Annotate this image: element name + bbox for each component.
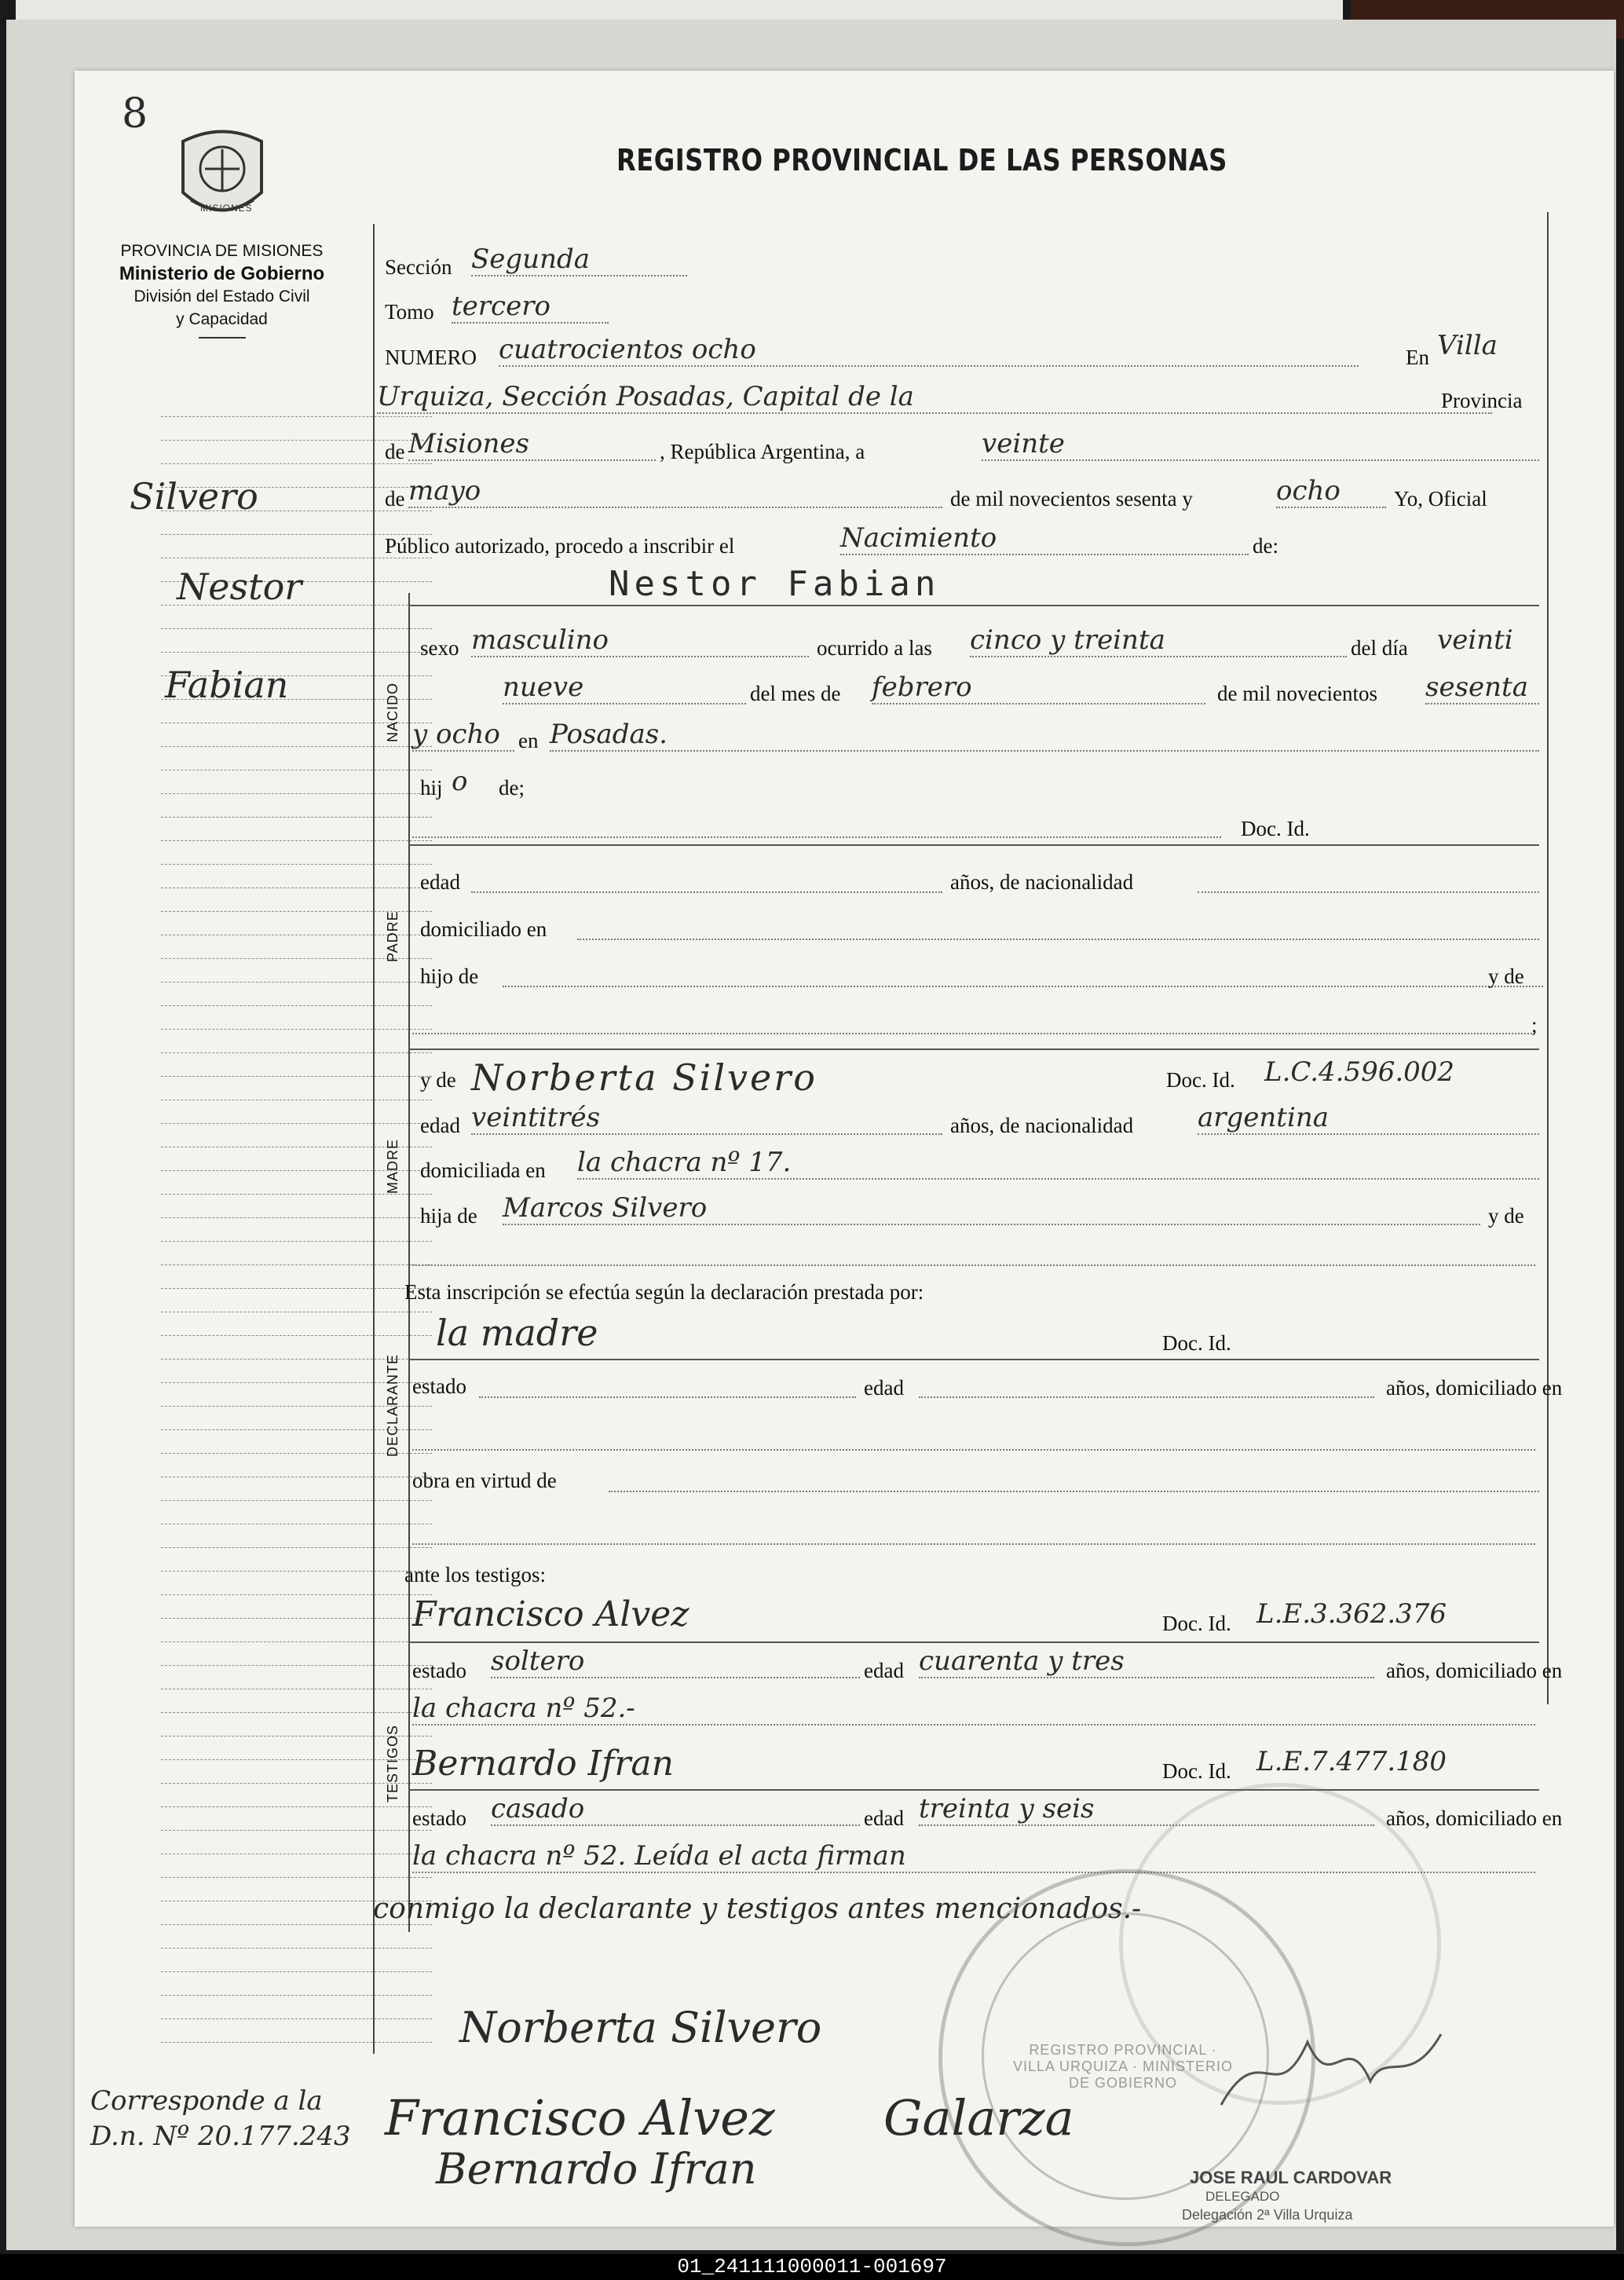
entry-lugar-nac: Posadas. (550, 719, 1539, 752)
margin-ruled-line (161, 1712, 432, 1713)
label-edad: edad (420, 870, 460, 894)
margin-ruled-line (161, 1335, 432, 1336)
label-anos-nac: años, de nacionalidad (950, 1114, 1134, 1137)
label-domiciliado: domiciliado en (420, 917, 547, 941)
label-esta-inscripcion: Esta inscripción se efectúa según la declaración prestada por: (404, 1280, 924, 1304)
margin-ruled-line (161, 1830, 432, 1831)
entry-en: Villa (1437, 330, 1498, 361)
signature-mother: Norberta Silvero (459, 2003, 822, 2052)
margin-name1: Nestor (177, 565, 302, 608)
label-de-colon: de: (1253, 534, 1278, 558)
entry-madre-padre: Marcos Silvero (503, 1192, 1480, 1225)
label-y-de: y de (1488, 1204, 1524, 1228)
entry-declarante: la madre (436, 1312, 598, 1354)
margin-ruled-line (161, 817, 432, 818)
label-hijo-de: hijo de (420, 964, 479, 988)
section-label-madre: MADRE (385, 1138, 401, 1194)
blank-line (919, 1396, 1374, 1398)
margin-ruled-line (161, 1123, 432, 1124)
entry-provincia: Misiones (408, 428, 656, 461)
label-de: de (385, 440, 405, 463)
label-doc-id: Doc. Id. (1162, 1612, 1231, 1635)
label-anos-dom: años, domiciliado en (1386, 1376, 1563, 1400)
officer-name-stamp: JOSE RAUL CARDOVAR (1190, 2168, 1392, 2187)
label-numero: NUMERO (385, 346, 477, 369)
label-edad: edad (864, 1659, 904, 1682)
label-publico: Público autorizado, procedo a inscribir el (385, 534, 735, 558)
entry-numero: cuatrocientos ocho (499, 334, 1359, 367)
entry-t2-edad: treinta y seis (919, 1793, 1374, 1826)
seal-text: MISIONES (200, 203, 253, 214)
entry-madre-doc: L.C.4.596.002 (1264, 1056, 1455, 1088)
provincial-seal (175, 126, 269, 228)
entry-t2-doc: L.E.7.477.180 (1256, 1746, 1447, 1777)
margin-ruled-line (161, 1052, 432, 1053)
blank-line (479, 1396, 856, 1398)
margin-ruled-line (161, 746, 432, 747)
section-label-testigos: TESTIGOS (385, 1724, 401, 1802)
rule (408, 844, 1539, 846)
entry-madre-nombre: Norberta Silvero (471, 1056, 817, 1099)
page-number: 8 (122, 90, 148, 137)
rule (408, 1641, 1539, 1643)
officer-title-stamp: DELEGADO (1205, 2189, 1280, 2204)
label-provincia: Provincia (1441, 389, 1523, 412)
entry-tomo: tercero (452, 291, 609, 324)
blank-line (1198, 891, 1539, 893)
org-line: y Capacidad (176, 310, 268, 328)
entry-t2-estado: casado (491, 1793, 860, 1826)
rule (408, 1049, 1539, 1050)
margin-ruled-line (161, 1995, 432, 1996)
page-title: REGISTRO PROVINCIAL DE LAS PERSONAS (616, 143, 1227, 177)
document-page (75, 71, 1614, 2227)
label-semicolon: ; (1531, 1013, 1538, 1037)
signature-officer: Galarza (883, 2089, 1074, 2146)
entry-madre-dom: la chacra nº 17. (577, 1147, 1539, 1180)
margin-ruled-line (161, 887, 432, 888)
entry-dia-nac-2: nueve (503, 672, 746, 704)
label-sexo: sexo (420, 636, 459, 660)
entry-t2-dom: la chacra nº 52. Leída el acta firman (412, 1840, 1535, 1873)
image-id-footer: 01_241111000011-001697 (0, 2254, 1624, 2280)
label-de-mil-nov: de mil novecientos (1217, 682, 1377, 705)
entry-t1-dom: la chacra nº 52.- (412, 1693, 1535, 1726)
blank-line (577, 939, 1539, 940)
entry-anio-nac-2: y ocho (412, 719, 514, 752)
entry-t1-estado: soltero (491, 1645, 860, 1678)
margin-ruled-line (161, 416, 432, 417)
label-anos-dom: años, domiciliado en (1386, 1659, 1563, 1682)
blank-line (609, 1491, 1539, 1492)
margin-ruled-line (161, 652, 432, 653)
margin-ruled-line (161, 1618, 432, 1619)
stamp-ring-text: REGISTRO PROVINCIAL · VILLA URQUIZA · MINISTERIO DE GOBIERNO (1012, 2042, 1234, 2091)
entry-madre-edad: veintitrés (471, 1102, 942, 1135)
label-estado: estado (412, 1806, 466, 1830)
label-republica: , República Argentina, a (660, 440, 865, 463)
signature-witness-2: Bernardo Ifran (436, 2144, 757, 2194)
label-del-dia: del día (1351, 636, 1408, 660)
label-tomo: Tomo (385, 300, 434, 324)
label-de-semi: de; (499, 776, 525, 800)
margin-ruled-line (161, 2018, 432, 2019)
margin-ruled-line (161, 1665, 432, 1666)
blank-line (412, 1033, 1535, 1034)
label-y-de: y de (1488, 964, 1524, 988)
label-yo-oficial: Yo, Oficial (1394, 487, 1487, 511)
entry-hijo-sufijo: o (452, 766, 468, 797)
margin-ruled-line (161, 1288, 432, 1289)
label-en-lower: en (518, 729, 539, 752)
margin-ruled-line (161, 2042, 432, 2043)
entry-t1-edad: cuarenta y tres (919, 1645, 1374, 1678)
margin-ruled-line (161, 1241, 432, 1242)
blank-line (412, 1449, 1535, 1451)
entry-t2-nombre: Bernardo Ifran (412, 1744, 674, 1784)
margin-correction-1: Corresponde a la (90, 2085, 323, 2117)
margin-ruled-line (161, 1877, 432, 1878)
entry-hora: cinco y treinta (970, 624, 1347, 657)
margin-ruled-line (161, 864, 432, 865)
label-estado: estado (412, 1374, 466, 1398)
margin-ruled-line (161, 1594, 432, 1595)
entry-t1-nombre: Francisco Alvez (412, 1594, 689, 1634)
label-domiciliada: domiciliada en (420, 1158, 546, 1182)
entry-madre-nac: argentina (1198, 1102, 1539, 1135)
entry-mes-nac: febrero (872, 672, 1205, 704)
label-del-mes: del mes de (750, 682, 841, 705)
label-de: de (385, 487, 405, 511)
blank-line (412, 1264, 1535, 1266)
entry-anio-nac-1: sesenta (1425, 672, 1539, 704)
section-label-declarante: DECLARANTE (385, 1353, 401, 1457)
entry-mes: mayo (408, 475, 942, 508)
margin-name2: Fabian (165, 664, 289, 706)
label-ocurrido: ocurrido a las (817, 636, 932, 660)
margin-ruled-line (161, 1194, 432, 1195)
issuing-authority (79, 240, 365, 339)
label-de-mil: de mil novecientos sesenta y (950, 487, 1193, 511)
label-en: En (1406, 346, 1429, 369)
entry-nombre: Nestor Fabian (609, 564, 941, 604)
label-edad: edad (864, 1806, 904, 1830)
margin-ruled-line (161, 1076, 432, 1077)
officer-scribble (1213, 2018, 1449, 2121)
margin-ruled-line (161, 1571, 432, 1572)
entry-cierre-1: conmigo la declarante y testigos antes mencionados.- (373, 1893, 1142, 1925)
org-line: Ministerio de Gobierno (119, 263, 325, 284)
margin-ruled-line (161, 1547, 432, 1548)
right-border (1547, 212, 1549, 1704)
officer-place-stamp: Delegación 2ª Villa Urquiza (1182, 2207, 1353, 2223)
margin-ruled-line (161, 840, 432, 841)
label-hija-de: hija de (420, 1204, 477, 1228)
margin-ruled-line (161, 982, 432, 983)
label-edad: edad (420, 1114, 460, 1137)
label-ante: ante los testigos: (404, 1563, 546, 1586)
rule (408, 605, 1539, 606)
blank-line (503, 986, 1543, 987)
margin-correction-2: D.n. Nº 20.177.243 (90, 2121, 351, 2152)
margin-surname: Silvero (130, 475, 258, 518)
margin-ruled-line (161, 1948, 432, 1949)
label-anos-nac: años, de nacionalidad (950, 870, 1134, 894)
margin-ruled-line (161, 1264, 432, 1265)
label-doc-id: Doc. Id. (1166, 1068, 1235, 1092)
section-border-testigos (408, 1579, 410, 1932)
label-y-de-madre: y de (420, 1068, 456, 1092)
margin-ruled-line (161, 1029, 432, 1030)
margin-ruled-line (161, 1005, 432, 1006)
entry-seccion: Segunda (471, 243, 687, 276)
label-doc-id: Doc. Id. (1162, 1331, 1231, 1355)
label-anos-dom: años, domiciliado en (1386, 1806, 1563, 1830)
entry-t1-doc: L.E.3.362.376 (1256, 1598, 1447, 1630)
section-border-nacido (408, 593, 410, 860)
margin-ruled-line (161, 793, 432, 794)
org-line: División del Estado Civil (134, 287, 310, 306)
section-label-padre: PADRE (385, 910, 401, 962)
entry-sexo: masculino (471, 624, 809, 657)
margin-ruled-line (161, 1500, 432, 1501)
label-hij: hij (420, 776, 443, 800)
blank-line (412, 836, 1221, 838)
rule (408, 1359, 1539, 1360)
label-obra: obra en virtud de (412, 1469, 557, 1492)
blank-line (471, 891, 942, 893)
margin-ruled-line (161, 1217, 432, 1218)
margin-divider (373, 224, 375, 2054)
label-seccion: Sección (385, 255, 452, 279)
label-edad: edad (864, 1376, 904, 1400)
blank-line (412, 1543, 1535, 1545)
entry-dia-nac-1: veinti (1437, 624, 1513, 656)
entry-dia: veinte (982, 428, 1539, 461)
margin-ruled-line (161, 628, 432, 629)
entry-acto: Nacimiento (840, 522, 1249, 555)
label-doc-id: Doc. Id. (1162, 1759, 1231, 1783)
org-line: PROVINCIA DE MISIONES (120, 242, 324, 260)
margin-ruled-line (161, 1806, 432, 1807)
entry-anio: ocho (1276, 475, 1386, 508)
label-doc-id: Doc. Id. (1241, 817, 1310, 840)
label-estado: estado (412, 1659, 466, 1682)
margin-ruled-line (161, 1641, 432, 1642)
entry-lugar: Urquiza, Sección Posadas, Capital de la (377, 381, 1492, 414)
margin-ruled-line (161, 1971, 432, 1972)
section-label-nacido: NACIDO (385, 682, 401, 742)
signature-witness-1: Francisco Alvez (385, 2089, 775, 2146)
rule (408, 1789, 1539, 1791)
